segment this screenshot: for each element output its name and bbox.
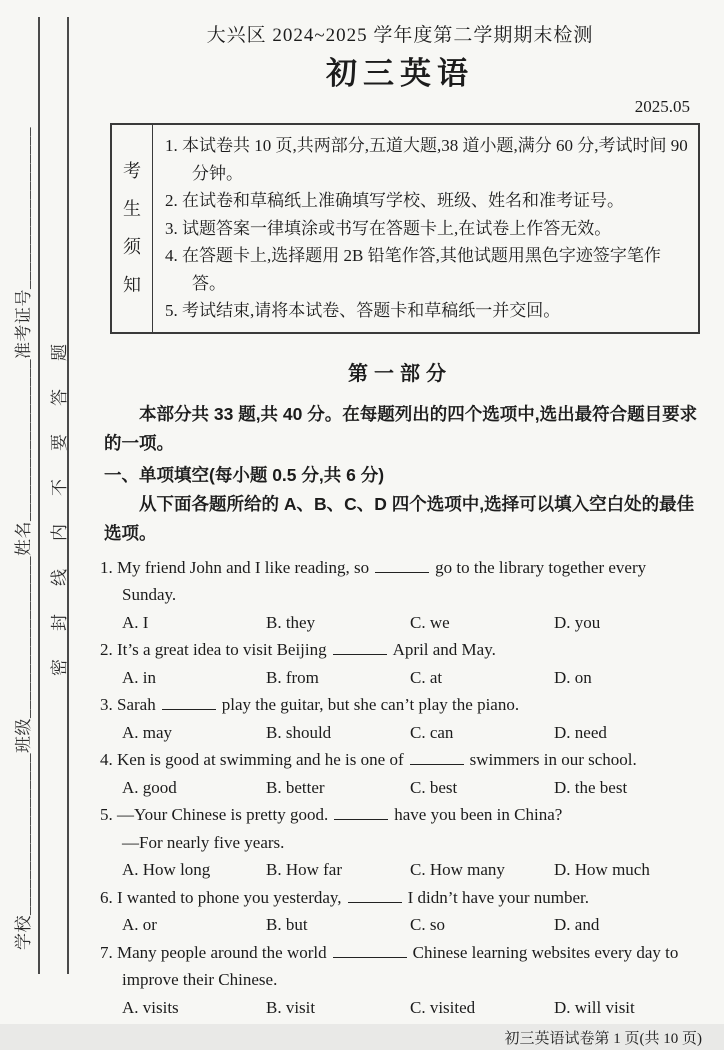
student-info-fields: 学校__________________班级__________________姓名__________________准考证号__________________ <box>14 127 33 950</box>
option-a: A. good <box>122 777 177 797</box>
notice-item-5: 5. 考试结束,请将本试卷、答题卡和草稿纸一并交回。 <box>165 301 561 320</box>
stem-before-blank: It’s a great idea to visit Beijing <box>117 640 327 659</box>
option-a: A. in <box>122 667 156 687</box>
stem-before-blank: Many people around the world <box>117 942 327 962</box>
question-4 <box>96 746 704 801</box>
question-7 <box>96 939 704 1022</box>
answer-blank <box>375 559 429 573</box>
question-3 <box>96 691 704 746</box>
seal-line-left-rule <box>38 17 40 974</box>
question-number: 7. <box>100 942 113 962</box>
question-3-options <box>96 719 704 747</box>
question-6 <box>96 884 704 939</box>
question-7-stem <box>96 939 704 994</box>
option-d: D. you <box>554 612 601 632</box>
option-b: B. should <box>266 722 332 742</box>
stem-after-blank: play the guitar, but she can’t play the piano. <box>221 695 520 714</box>
option-a: A. How long <box>122 860 211 879</box>
question-5-reply-line: —For nearly five years. <box>122 832 285 852</box>
question-6-stem <box>96 884 704 912</box>
section1-title: 一、单项填空(每小题 0.5 分,共 6 分) <box>104 464 385 485</box>
notice-item-1: 1. 本试卷共 10 页,共两部分,五道大题,38 道小题,满分 60 分,考试时间 90 分钟。 <box>165 136 688 183</box>
option-a: A. visits <box>122 997 179 1017</box>
exam-date: 2025.05 <box>634 97 690 116</box>
option-a: A. I <box>122 612 149 632</box>
stem-after-blank: have you been in China? <box>394 805 563 824</box>
notice-item-2: 2. 在试卷和草稿纸上准确填写学校、班级、姓名和准考证号。 <box>165 191 624 210</box>
option-c: C. so <box>410 915 445 934</box>
option-a: A. may <box>122 722 173 742</box>
question-5-options <box>96 856 704 884</box>
answer-blank <box>333 641 387 655</box>
answer-blank <box>162 696 216 710</box>
part1-heading: 第一部分 <box>348 362 452 385</box>
option-d: D. will visit <box>554 997 635 1017</box>
option-d: D. the best <box>554 777 628 797</box>
answer-blank <box>333 944 407 958</box>
answer-blank <box>410 751 464 765</box>
question-2 <box>96 636 704 691</box>
exam-session-title: 大兴区 2024~2025 学年度第二学期期末检测 <box>206 25 594 46</box>
answer-blank <box>334 806 388 820</box>
stem-before-blank: Sarah <box>117 695 156 714</box>
question-number: 3. <box>100 695 113 714</box>
answer-blank <box>348 889 402 903</box>
option-d: D. How much <box>554 860 650 879</box>
stem-before-blank: I wanted to phone you yesterday, <box>117 887 342 907</box>
notice-item-3: 3. 试题答案一律填涂或书写在答题卡上,在试卷上作答无效。 <box>165 218 612 238</box>
stem-after-blank: April and May. <box>392 640 496 659</box>
option-b: B. How far <box>266 860 343 879</box>
option-b: B. they <box>266 612 316 632</box>
question-number: 4. <box>100 750 113 769</box>
question-1-options <box>96 609 704 637</box>
stem-after-blank: go to the library together every Sunday. <box>122 557 647 604</box>
notice-item-4: 4. 在答题卡上,选择题用 2B 铅笔作答,其他试题用黑色字迹签字笔作答。 <box>165 246 661 293</box>
question-number: 2. <box>100 640 113 659</box>
option-a: A. or <box>122 915 157 934</box>
notice-label-cell <box>112 125 153 332</box>
question-6-options <box>96 911 704 939</box>
option-d: D. need <box>554 722 607 742</box>
question-number: 6. <box>100 887 113 907</box>
candidate-notice-box <box>110 123 700 334</box>
question-2-stem <box>96 636 704 664</box>
question-2-options <box>96 664 704 692</box>
option-d: D. on <box>554 667 592 687</box>
option-b: B. visit <box>266 997 316 1017</box>
section1-intro: 从下面各题所给的 A、B、C、D 四个选项中,选择可以填入空白处的最佳选项。 <box>104 493 695 543</box>
option-b: B. from <box>266 667 319 687</box>
question-1 <box>96 554 704 637</box>
stem-before-blank: —Your Chinese is pretty good. <box>117 805 329 824</box>
option-c: C. can <box>410 722 454 742</box>
option-c: C. visited <box>410 997 476 1017</box>
question-7-options <box>96 994 704 1022</box>
option-c: C. at <box>410 667 443 687</box>
option-c: C. we <box>410 612 450 632</box>
main-content <box>96 0 704 1050</box>
option-b: B. but <box>266 915 308 934</box>
page-number-footer: 初三英语试卷第 1 页(共 10 页) <box>504 1031 702 1047</box>
question-number: 5. <box>100 805 113 824</box>
notice-items <box>153 125 698 332</box>
question-4-options <box>96 774 704 802</box>
stem-before-blank: Ken is good at swimming and he is one of <box>117 750 404 769</box>
stem-after-blank: Chinese learning websites every day to improve their Chinese. <box>122 942 679 989</box>
question-4-stem <box>96 746 704 774</box>
stem-after-blank: swimmers in our school. <box>469 750 637 769</box>
question-3-stem <box>96 691 704 719</box>
question-1-stem <box>96 554 704 609</box>
option-b: B. better <box>266 777 325 797</box>
seal-line-text: 密封线内不要答题 <box>50 316 69 676</box>
exam-title: 初三英语 <box>326 56 474 91</box>
part1-intro: 本部分共 33 题,共 40 分。在每题列出的四个选项中,选出最符合题目要求的一项。 <box>104 403 698 453</box>
question-5-stem <box>96 801 704 829</box>
option-c: C. best <box>410 777 458 797</box>
stem-before-blank: My friend John and I like reading, so <box>117 557 370 577</box>
stem-after-blank: I didn’t have your number. <box>407 887 590 907</box>
question-list <box>96 554 704 1022</box>
option-c: C. How many <box>410 860 505 879</box>
question-number: 1. <box>100 557 113 577</box>
notice-label: 考生须知 <box>123 161 141 296</box>
question-5 <box>96 801 704 884</box>
option-d: D. and <box>554 915 600 934</box>
